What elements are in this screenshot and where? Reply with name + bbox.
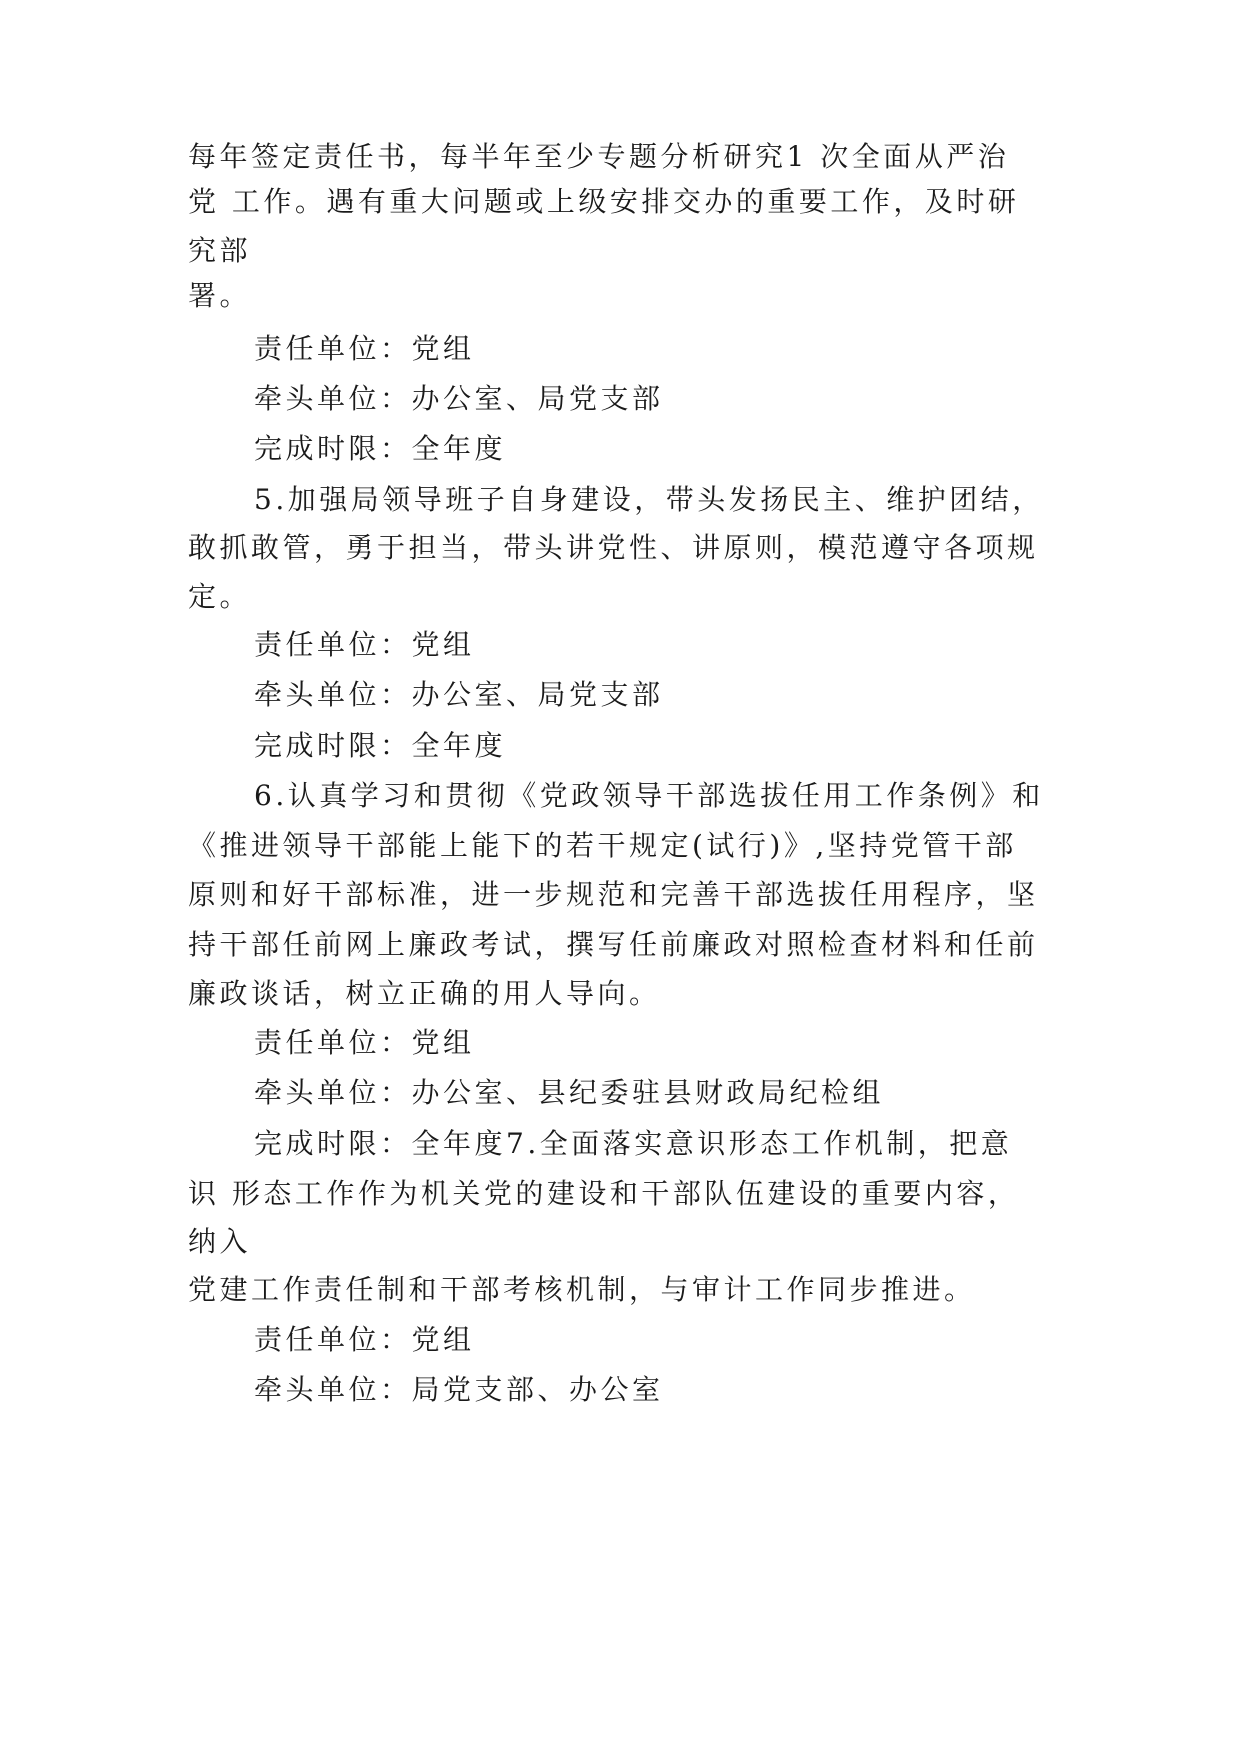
responsible-unit: 责任单位：党组: [254, 1026, 475, 1059]
text-line: 署。: [188, 279, 252, 312]
lead-unit: 牵头单位：办公室、局党支部: [254, 382, 664, 415]
text-line: 党 工作。遇有重大问题或上级安排交办的重要工作，及时研: [188, 185, 1020, 218]
item-6-heading: 6.认真学习和贯彻《党政领导干部选拔任用工作条例》和: [254, 779, 1044, 812]
deadline: 完成时限：全年度: [254, 729, 507, 762]
text-line: 究部: [188, 234, 252, 267]
text-line: 识 形态工作作为机关党的建设和干部队伍建设的重要内容，: [188, 1177, 1020, 1210]
text-line: 每年签定责任书，每半年至少专题分析研究1 次全面从严治: [188, 140, 1010, 173]
text-line: 纳入: [188, 1225, 252, 1258]
deadline: 完成时限：全年度: [254, 432, 507, 465]
item-5-heading: 5.加强局领导班子自身建设，带头发扬民主、维护团结，: [254, 483, 1044, 516]
lead-unit: 牵头单位：办公室、县纪委驻县财政局纪检组: [254, 1076, 885, 1109]
responsible-unit: 责任单位：党组: [254, 332, 475, 365]
text-line: 定。: [188, 580, 252, 613]
text-line: 持干部任前网上廉政考试，撰写任前廉政对照检查材料和任前: [188, 928, 1039, 961]
text-line: 原则和好干部标准，进一步规范和完善干部选拔任用程序，坚: [188, 878, 1039, 911]
responsible-unit: 责任单位：党组: [254, 1323, 475, 1356]
text-line: 《推进领导干部能上能下的若干规定(试行)》,坚持党管干部: [188, 829, 1017, 862]
lead-unit: 牵头单位：办公室、局党支部: [254, 678, 664, 711]
text-line: 廉政谈话，树立正确的用人导向。: [188, 977, 661, 1010]
text-line: 敢抓敢管，勇于担当，带头讲党性、讲原则，模范遵守各项规: [188, 531, 1039, 564]
responsible-unit: 责任单位：党组: [254, 628, 475, 661]
text-line: 党建工作责任制和干部考核机制，与审计工作同步推进。: [188, 1273, 976, 1306]
deadline-and-item-7-heading: 完成时限：全年度7.全面落实意识形态工作机制，把意: [254, 1127, 1013, 1160]
lead-unit: 牵头单位：局党支部、办公室: [254, 1373, 664, 1406]
